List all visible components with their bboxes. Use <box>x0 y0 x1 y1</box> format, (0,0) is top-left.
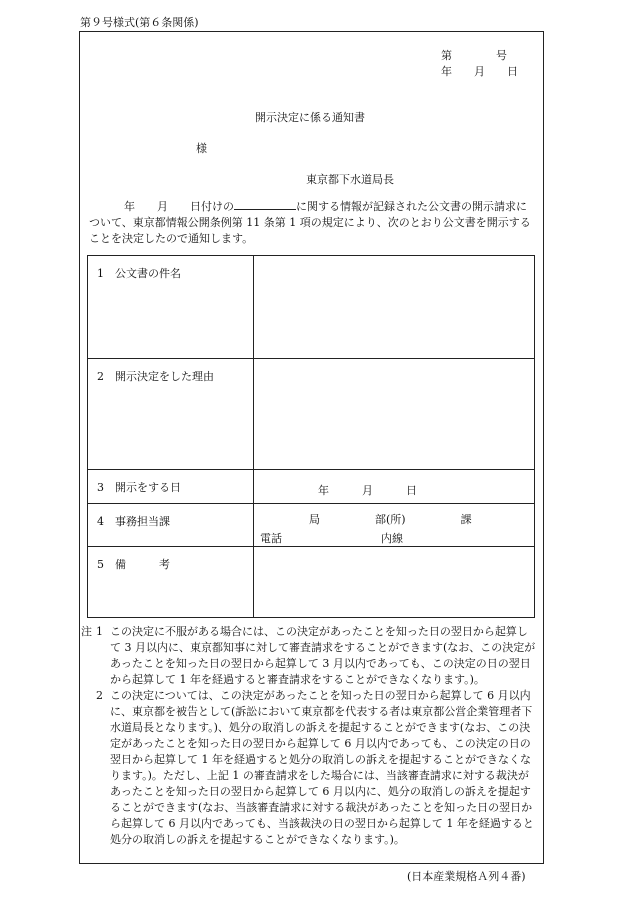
document-date-line: 年 月 日 <box>441 65 518 78</box>
body-date-placeholder: 年 月 日付けの <box>124 200 234 213</box>
phone-line: 電話 内線 <box>260 532 403 545</box>
table-row <box>88 256 535 359</box>
document-title: 開示決定に係る通知書 <box>255 111 365 124</box>
issuer-name: 東京都下水道局長 <box>306 173 394 186</box>
note-number: 1 <box>96 625 103 638</box>
table-row <box>88 359 535 470</box>
reason-value-cell <box>254 359 535 470</box>
note-text: この決定に不服がある場合には、この決定があったことを知った日の翌日から起算して 3 月以内に、東京都知事に対して審査請求をすることができます(なお、この決定があったことを知った日の翌日から起算して 3 月以内であっても、この決定の日の翌日から起算して 1 年を経過すると審査請求をすることができなくなります。)。 <box>110 625 536 686</box>
department-line: 局 部(所) 課 <box>309 513 472 526</box>
row-label-subject: 1 公文書の件名 <box>97 267 181 280</box>
disclosure-table <box>87 255 535 618</box>
paper-size-footer: (日本産業規格Ａ列４番) <box>407 870 526 883</box>
row-label-department: 4 事務担当課 <box>97 515 170 528</box>
note-item <box>81 624 537 688</box>
table-row <box>88 504 535 547</box>
table-row <box>88 470 535 504</box>
notes-marker: 注 <box>81 625 92 638</box>
note-number: 2 <box>96 689 103 702</box>
subject-value-cell <box>254 256 535 359</box>
remarks-value-cell <box>254 547 535 618</box>
row-label-reason: 2 開示決定をした理由 <box>97 370 214 383</box>
body-paragraph <box>89 199 535 247</box>
body-text: に関する情報が記録された公文書の開示請求について、東京都情報公開条例第 11 条第 1 項の規定により、次のとおり公文書を開示することを決定したので通知します。 <box>89 200 531 245</box>
row-label-disclosure-date: 3 開示をする日 <box>97 481 181 494</box>
subject-blank-line <box>234 199 296 210</box>
disclosure-date-value: 年 月 日 <box>318 484 417 497</box>
addressee-suffix: 様 <box>196 142 207 155</box>
row-label-remarks: 5 備 考 <box>97 558 170 571</box>
table-row <box>88 547 535 618</box>
notes-section <box>81 624 537 848</box>
note-text: この決定については、この決定があったことを知った日の翌日から起算して 6 月以内に、東京都を被告として(訴訟において東京都を代表する者は東京都公営企業管理者下水道局長となります。)、処分の取消しの訴えを提起することができます(なお、この決定があったことを知った日の翌日から起算して 6 月以内であっても、この決定の日の翌日から起算して 1 年を経過すると処分の取消しの訴えを提起することができなくなります。)。ただし、上記 1 の審査請求をした場合には、当該審査請求に対する裁決があったことを知った日の翌日から起算して 6 月以内に、処分の取消しの訴えを提起することができます(なお、当該審査請求に対する裁決があったことを知った日の翌日から起算して 6 月以内であっても、当該裁決の日の翌日から起算して 1 年を経過すると処分の取消しの訴えを提起することができなくなります。)。 <box>110 689 534 846</box>
document-number-line: 第 号 <box>441 49 507 62</box>
note-item <box>81 688 537 848</box>
form-label: 第９号様式(第６条関係) <box>80 16 199 29</box>
